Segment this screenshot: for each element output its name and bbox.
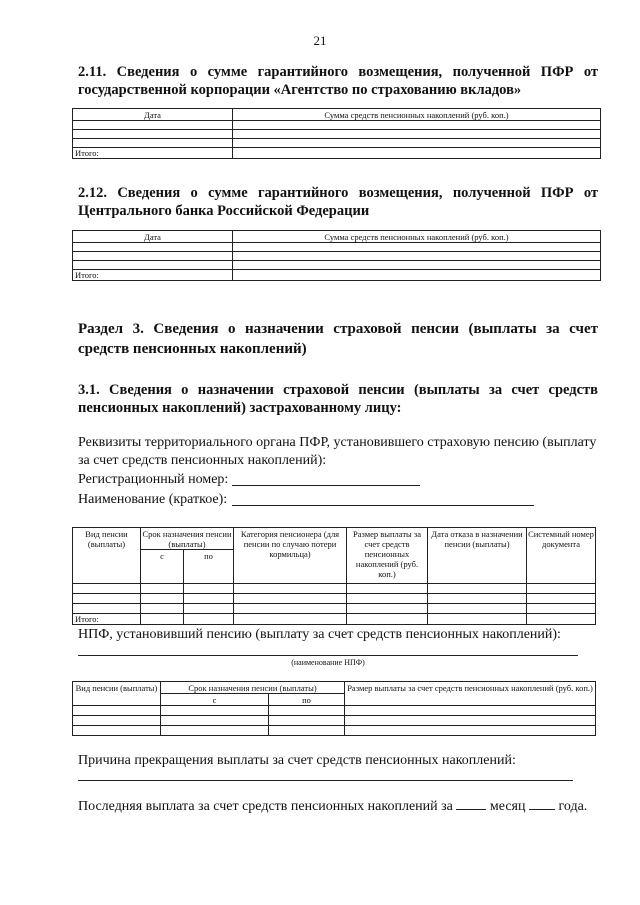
table-2-11 bbox=[72, 108, 601, 159]
reg-number-label: Регистрационный номер: bbox=[78, 472, 229, 487]
termination-text: Причина прекращения выплаты за счет средств пенсионных накоплений: bbox=[78, 753, 516, 768]
total-label: Итого: bbox=[73, 270, 233, 281]
table-cell bbox=[233, 243, 601, 252]
column-header-sum: Сумма средств пенсионных накоплений (руб. коп.) bbox=[233, 109, 601, 121]
reg-number-field[interactable] bbox=[232, 485, 420, 486]
column-header-pension-type: Вид пенсии (выплаты) bbox=[73, 682, 161, 706]
column-header-pension-type: Вид пенсии (выплаты) bbox=[73, 528, 141, 584]
column-header-term: Срок назначения пенсии (выплаты) bbox=[142, 529, 232, 549]
table-cell bbox=[73, 139, 233, 148]
page-number: 21 bbox=[313, 33, 327, 48]
table-cell bbox=[73, 243, 233, 252]
npf-name-field[interactable] bbox=[78, 655, 578, 656]
table-cell bbox=[73, 130, 233, 139]
column-header-system-number: Системный номер документа bbox=[527, 528, 596, 584]
column-header-term: Срок назначения пенсии (выплаты) bbox=[161, 682, 345, 694]
table-cell bbox=[73, 252, 233, 261]
last-payment-line bbox=[78, 795, 587, 816]
table-cell bbox=[233, 139, 601, 148]
column-header-date: Дата bbox=[73, 231, 233, 243]
table-cell bbox=[233, 130, 601, 139]
section-3-title: Раздел 3. Сведения о назначении страховой пенсии (выплаты за счет средств пенсионных накоплений) bbox=[78, 321, 598, 357]
npf-name-caption: (наименование НПФ) bbox=[291, 658, 365, 667]
column-header-from: с bbox=[161, 694, 269, 706]
table-cell bbox=[73, 261, 233, 270]
section-3-1-title: 3.1. Сведения о назначении страховой пенсии (выплаты за счет средств пенсионных накоплений) застрахованному лицу: bbox=[78, 382, 598, 416]
last-payment-month-field[interactable] bbox=[456, 795, 486, 810]
column-header-to: по bbox=[269, 694, 345, 706]
last-payment-year-label: года. bbox=[558, 799, 588, 814]
table-cell bbox=[233, 261, 601, 270]
last-payment-month-label: месяц bbox=[489, 799, 526, 814]
table-2-12 bbox=[72, 230, 601, 281]
column-header-from: с bbox=[141, 550, 184, 584]
column-header-refusal-date: Дата отказа в назначении пенсии (выплаты) bbox=[428, 528, 527, 584]
column-header-amount: Размер выплаты за счет средств пенсионных накоплений (руб. коп.) bbox=[345, 682, 596, 706]
column-header-to: по bbox=[184, 550, 234, 584]
total-label: Итого: bbox=[73, 148, 233, 159]
table-cell bbox=[233, 121, 601, 130]
last-payment-text: Последняя выплата за счет средств пенсионных накоплений за bbox=[78, 799, 453, 814]
table-npf bbox=[72, 681, 596, 736]
section-2-12-title: 2.12. Сведения о сумме гарантийного возмещения, полученной ПФР от Центрального банка Российской Федерации bbox=[78, 185, 598, 219]
section-2-11-title: 2.11. Сведения о сумме гарантийного возмещения, полученной ПФР от государственной корпорации «Агентство по страхованию вкладов» bbox=[78, 64, 598, 98]
table-cell bbox=[233, 148, 601, 159]
table-cell bbox=[233, 270, 601, 281]
column-header-amount: Размер выплаты за счет средств пенсионных накоплений (руб. коп.) bbox=[347, 528, 428, 584]
short-name-field[interactable] bbox=[232, 505, 534, 506]
table-cell bbox=[73, 121, 233, 130]
column-header-date: Дата bbox=[73, 109, 233, 121]
last-payment-year-field[interactable] bbox=[529, 795, 555, 810]
column-header-category: Категория пенсионера (для пенсии по случаю потери кормильца) bbox=[234, 528, 347, 584]
table-3-1 bbox=[72, 527, 596, 625]
total-label: Итого: bbox=[73, 614, 141, 625]
short-name-label: Наименование (краткое): bbox=[78, 492, 228, 507]
npf-text: НПФ, установивший пенсию (выплату за счет средств пенсионных накоплений): bbox=[78, 627, 561, 642]
column-header-sum: Сумма средств пенсионных накоплений (руб. коп.) bbox=[233, 231, 601, 243]
table-cell bbox=[233, 252, 601, 261]
termination-reason-field[interactable] bbox=[78, 780, 573, 781]
requisites-text: Реквизиты территориального органа ПФР, установившего страховую пенсию (выплату за счет средств пенсионных накоплений): bbox=[78, 435, 597, 468]
